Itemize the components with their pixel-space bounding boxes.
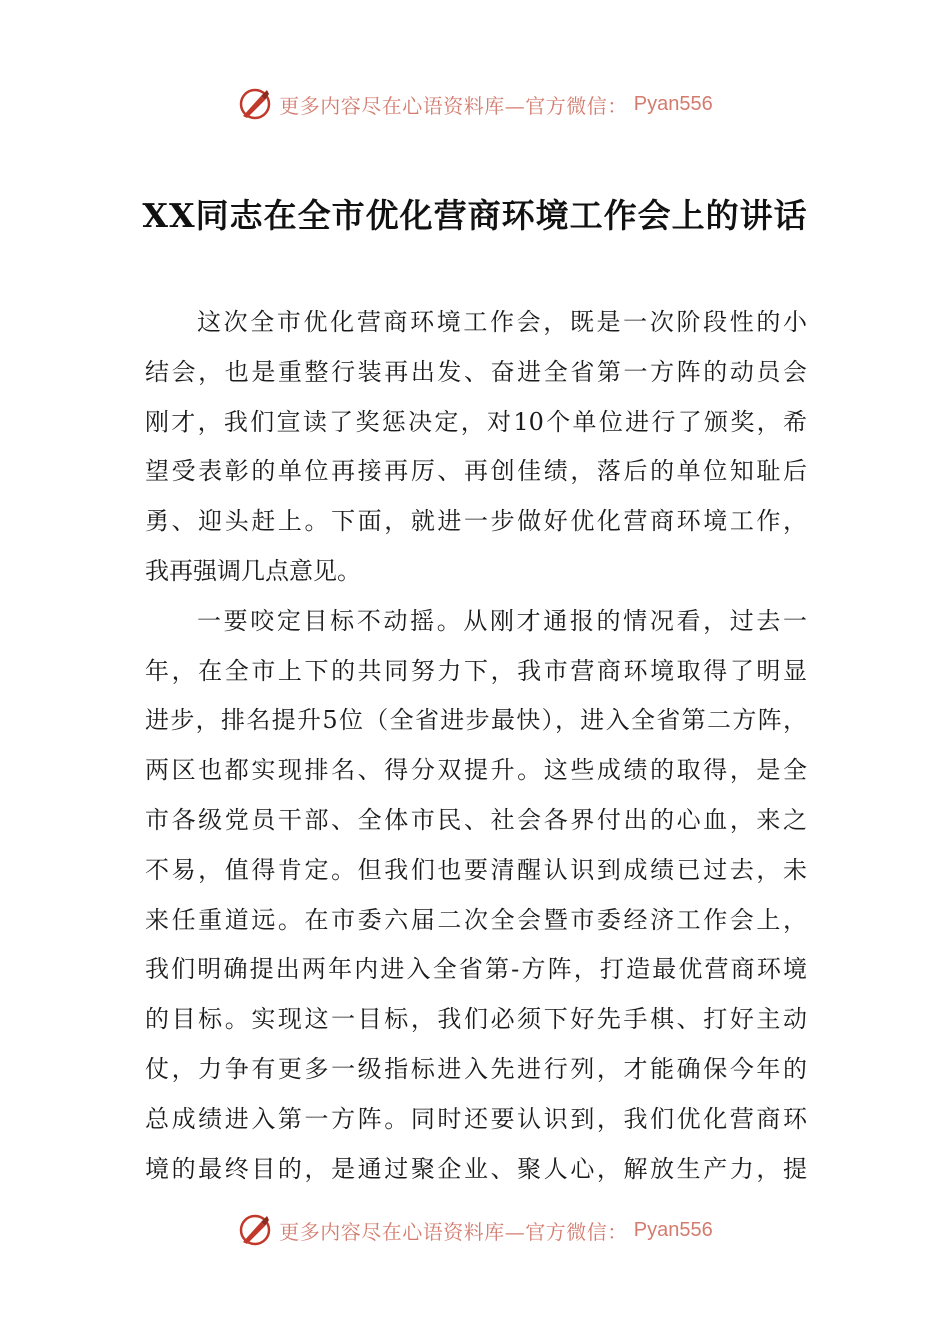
body-line: 来任重道远。在市委六届二次全会暨市委经济工作会上， [145, 905, 807, 934]
body-line: 一要咬定目标不动摇。从刚才通报的情况看，过去一 [197, 606, 807, 635]
pen-logo-icon [237, 86, 273, 122]
watermark-text: 更多内容尽在心语资料库—官方微信： [279, 93, 628, 118]
body-line: 年，在全市上下的共同努力下，我市营商环境取得了明显 [145, 656, 807, 685]
pen-logo-icon [237, 1212, 273, 1248]
watermark-text: 更多内容尽在心语资料库—官方微信： [279, 1219, 628, 1244]
watermark-contact: Pyan556 [633, 1218, 713, 1241]
body-line: 总成绩进入第一方阵。同时还要认识到，我们优化营商环 [145, 1104, 807, 1133]
document-body [145, 298, 807, 1194]
body-line: 结会，也是重整行装再出发、奋进全省第一方阵的动员会 [145, 357, 807, 386]
body-line: 市各级党员干部、全体市民、社会各界付出的心血，来之 [145, 805, 807, 834]
body-line: 刚才，我们宣读了奖惩决定，对10个单位进行了颁奖，希 [145, 407, 807, 436]
footer-watermark [0, 1210, 950, 1250]
watermark-contact: Pyan556 [633, 92, 713, 115]
body-line: 仗，力争有更多一级指标进入先进行列，才能确保今年的 [145, 1054, 807, 1083]
document-title: XX同志在全市优化营商环境工作会上的讲话 [142, 196, 808, 235]
body-line: 勇、迎头赶上。下面，就进一步做好优化营商环境工作， [145, 507, 807, 536]
body-line: 这次全市优化营商环境工作会，既是一次阶段性的小 [197, 308, 807, 336]
body-line: 不易，值得肯定。但我们也要清醒认识到成绩已过去，未 [145, 855, 807, 884]
body-line: 我再强调几点意见。 [145, 556, 361, 585]
body-line: 进步，排名提升5位（全省进步最快），进入全省第二方阵， [145, 706, 807, 735]
body-line: 境的最终目的，是通过聚企业、聚人心，解放生产力，提 [145, 1154, 807, 1183]
header-watermark [0, 84, 950, 124]
body-line: 望受表彰的单位再接再厉、再创佳绩，落后的单位知耻后 [145, 457, 807, 486]
body-line: 的目标。实现这一目标，我们必须下好先手棋、打好主动 [145, 1005, 807, 1034]
body-line: 两区也都实现排名、得分双提升。这些成绩的取得，是全 [145, 756, 807, 785]
body-line: 我们明确提出两年内进入全省第-方阵，打造最优营商环境 [145, 955, 807, 984]
